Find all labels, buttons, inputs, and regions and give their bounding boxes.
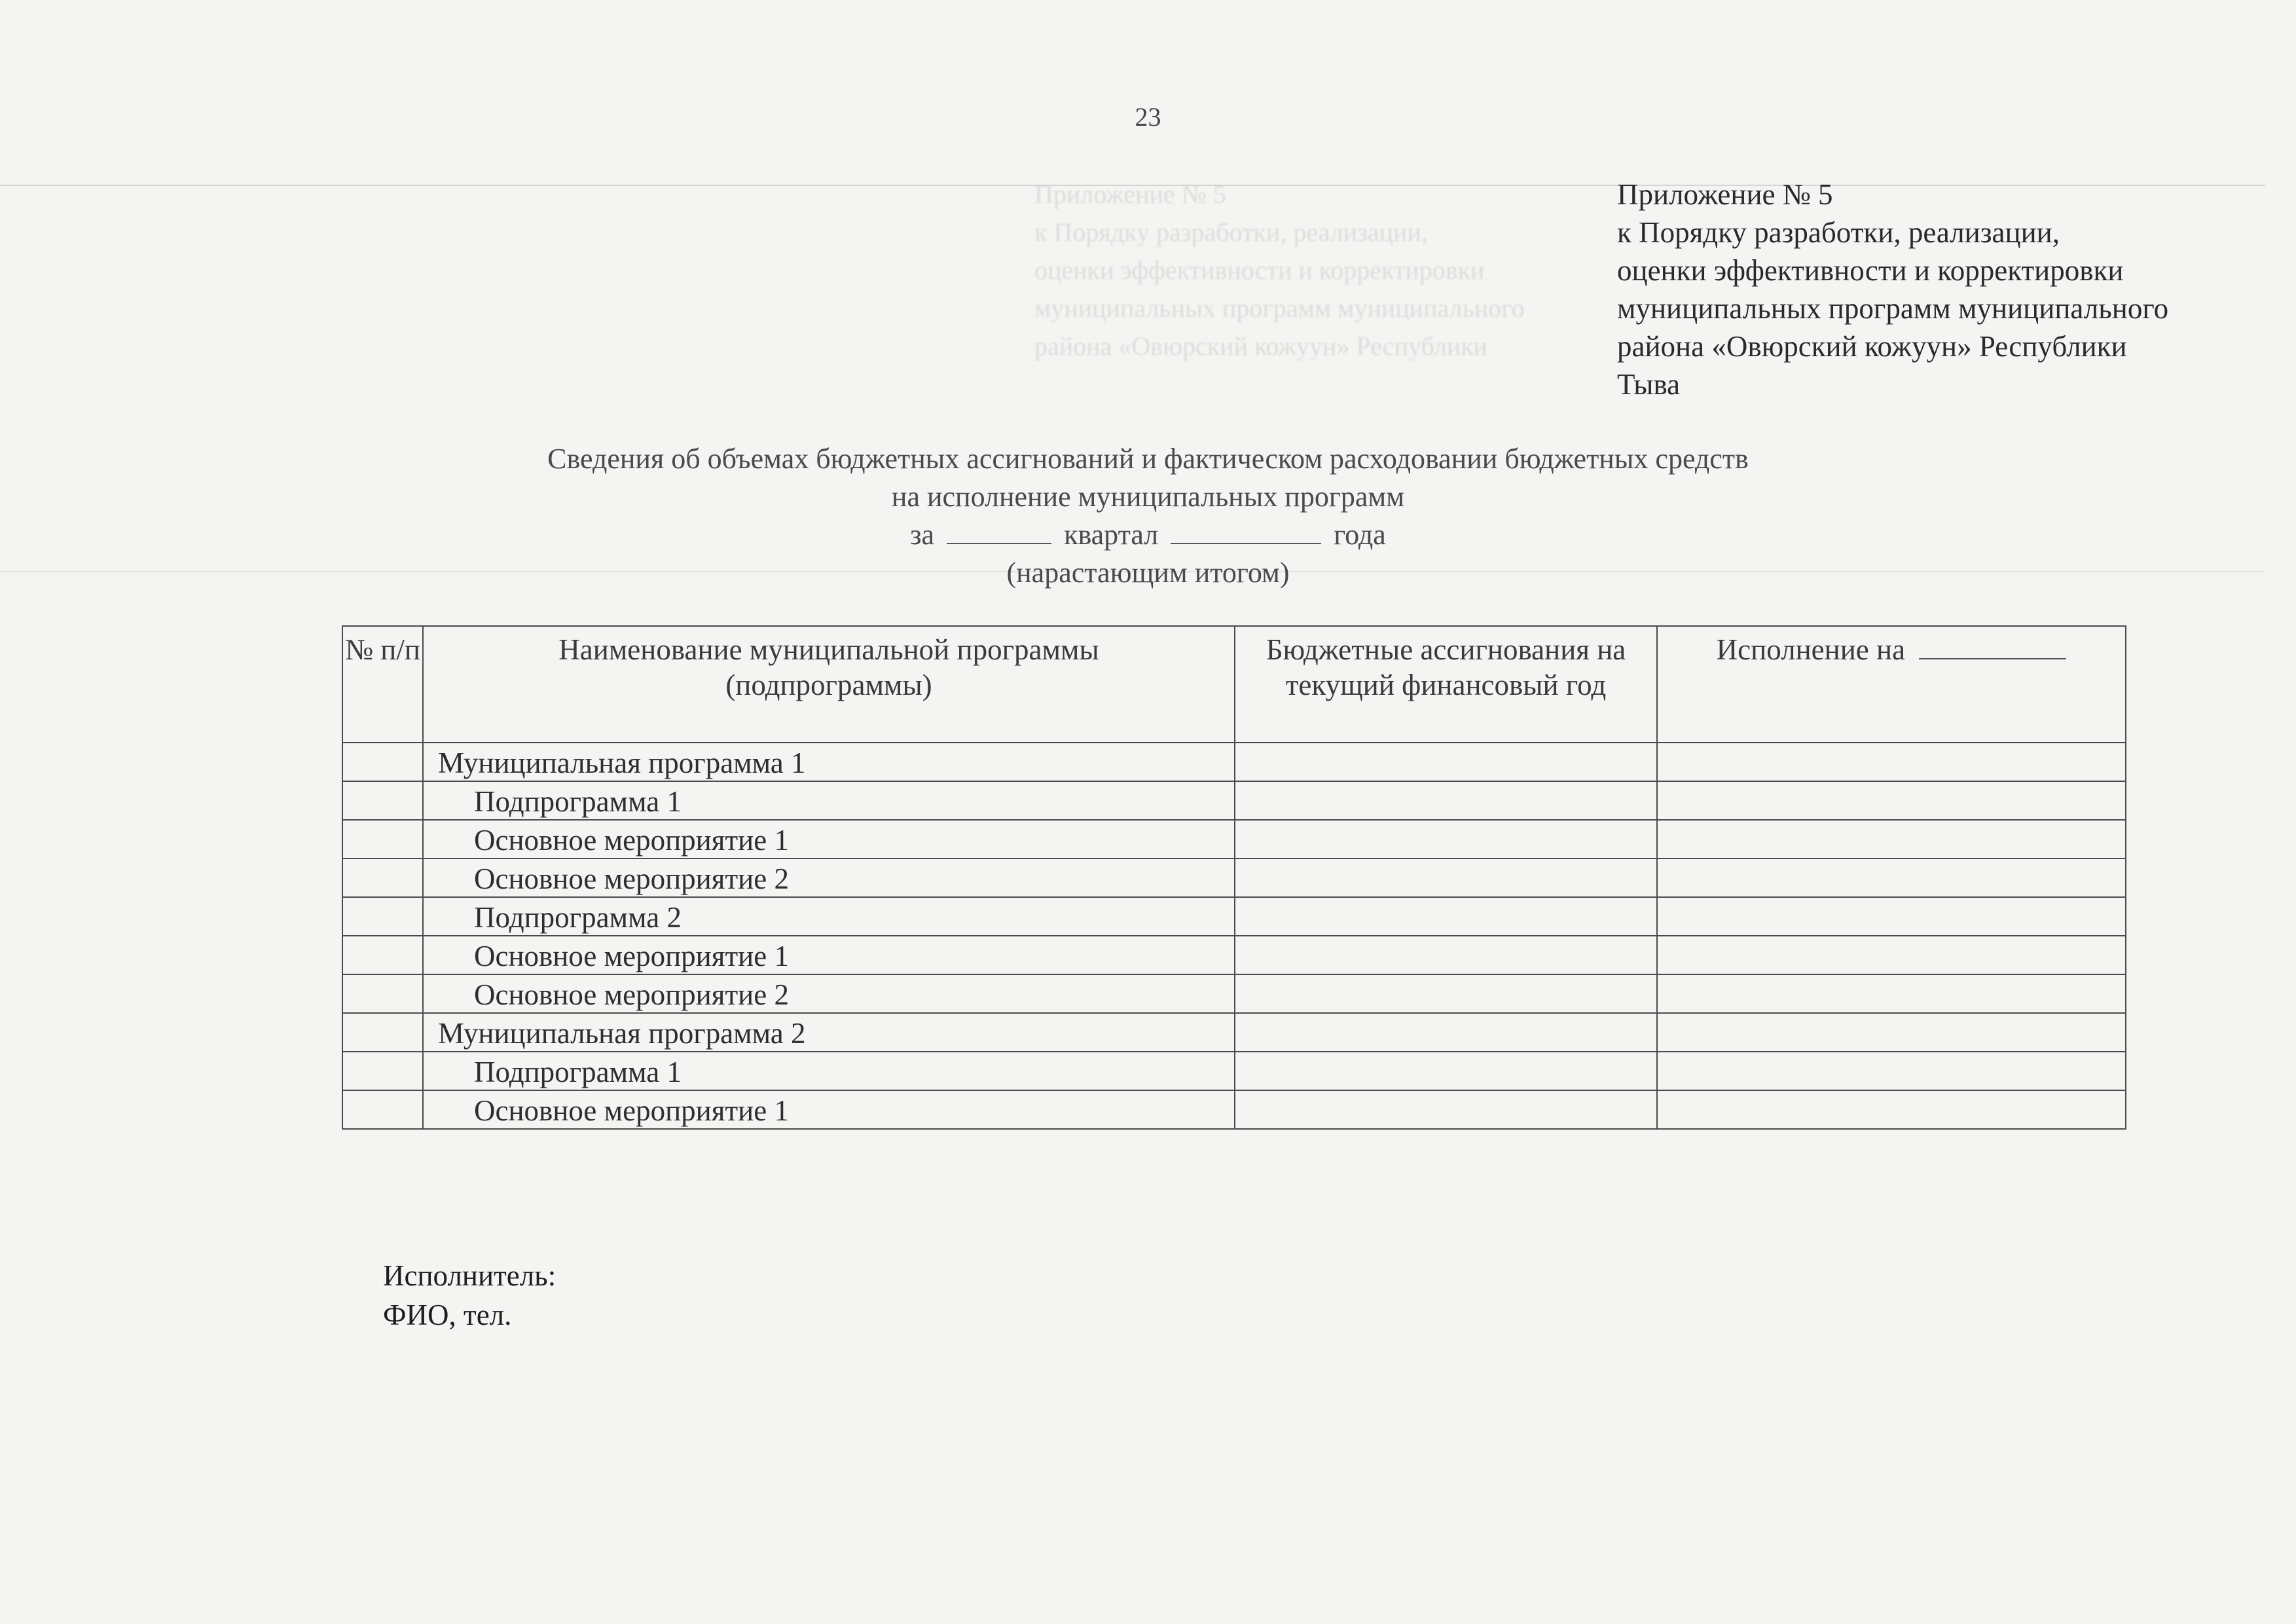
executor-block bbox=[383, 1256, 556, 1335]
cell-budget[interactable] bbox=[1235, 820, 1657, 858]
appendix-line: Приложение № 5 bbox=[1617, 178, 1833, 211]
bleed-through-line: оценки эффективности и корректировки bbox=[1034, 255, 1485, 285]
cell-name: Подпрограмма 1 bbox=[423, 1052, 1235, 1090]
header-budget: Бюджетные ассигнования на текущий финансовый год bbox=[1235, 626, 1657, 743]
cell-execution[interactable] bbox=[1657, 781, 2126, 820]
cell-execution[interactable] bbox=[1657, 820, 2126, 858]
table-row bbox=[342, 1090, 2126, 1129]
header-execution bbox=[1657, 626, 2126, 743]
cell-name: Подпрограмма 1 bbox=[423, 781, 1235, 820]
cell-num[interactable] bbox=[342, 820, 423, 858]
cell-budget[interactable] bbox=[1235, 1013, 1657, 1052]
bleed-through-text bbox=[1034, 175, 1604, 365]
cell-budget[interactable] bbox=[1235, 974, 1657, 1013]
cell-num[interactable] bbox=[342, 743, 423, 781]
cell-name: Муниципальная программа 1 bbox=[423, 743, 1235, 781]
appendix-line: оценки эффективности и корректировки bbox=[1617, 254, 2124, 287]
cell-name: Муниципальная программа 2 bbox=[423, 1013, 1235, 1052]
header-num: № п/п bbox=[342, 626, 423, 743]
appendix-line: к Порядку разработки, реализации, bbox=[1617, 216, 2060, 249]
bleed-through-line: муниципальных программ муниципального bbox=[1034, 293, 1525, 323]
table-row bbox=[342, 743, 2126, 781]
cell-budget[interactable] bbox=[1235, 936, 1657, 974]
appendix-line: муниципальных программ муниципального bbox=[1617, 292, 2169, 325]
table-row bbox=[342, 1052, 2126, 1090]
cell-execution[interactable] bbox=[1657, 1052, 2126, 1090]
cell-execution[interactable] bbox=[1657, 858, 2126, 897]
cell-name: Основное мероприятие 2 bbox=[423, 974, 1235, 1013]
page-number: 23 bbox=[1135, 102, 1161, 132]
table-row bbox=[342, 858, 2126, 897]
table-row bbox=[342, 1013, 2126, 1052]
cell-execution[interactable] bbox=[1657, 897, 2126, 936]
cell-num[interactable] bbox=[342, 936, 423, 974]
cell-num[interactable] bbox=[342, 1052, 423, 1090]
cell-budget[interactable] bbox=[1235, 858, 1657, 897]
cell-budget[interactable] bbox=[1235, 1090, 1657, 1129]
cell-name: Основное мероприятие 1 bbox=[423, 1090, 1235, 1129]
cell-budget[interactable] bbox=[1235, 781, 1657, 820]
table-row bbox=[342, 974, 2126, 1013]
quarter-blank-field[interactable] bbox=[947, 521, 1051, 544]
bleed-through-line: района «Овюрский кожуун» Республики bbox=[1034, 331, 1488, 361]
appendix-line: Тыва bbox=[1617, 368, 1681, 401]
cell-execution[interactable] bbox=[1657, 974, 2126, 1013]
table-row bbox=[342, 897, 2126, 936]
cell-name: Подпрограмма 2 bbox=[423, 897, 1235, 936]
cell-num[interactable] bbox=[342, 974, 423, 1013]
cell-name: Основное мероприятие 1 bbox=[423, 820, 1235, 858]
title-line-4: (нарастающим итогом) bbox=[1006, 557, 1290, 589]
cell-execution[interactable] bbox=[1657, 1013, 2126, 1052]
cell-num[interactable] bbox=[342, 781, 423, 820]
executor-contact: ФИО, тел. bbox=[383, 1299, 512, 1331]
cell-execution[interactable] bbox=[1657, 1090, 2126, 1129]
title-line-3 bbox=[0, 516, 2296, 554]
cell-num[interactable] bbox=[342, 1090, 423, 1129]
table-row bbox=[342, 781, 2126, 820]
cell-num[interactable] bbox=[342, 897, 423, 936]
cell-budget[interactable] bbox=[1235, 897, 1657, 936]
title-line-2: на исполнение муниципальных программ bbox=[891, 481, 1405, 513]
executor-label: Исполнитель: bbox=[383, 1259, 556, 1292]
table-row bbox=[342, 820, 2126, 858]
appendix-note bbox=[1617, 175, 2246, 403]
execution-date-blank-field[interactable] bbox=[1919, 638, 2066, 659]
title-period-suffix: года bbox=[1334, 519, 1386, 551]
cell-name: Основное мероприятие 2 bbox=[423, 858, 1235, 897]
bleed-through-line: к Порядку разработки, реализации, bbox=[1034, 217, 1428, 247]
bleed-through-line: Приложение № 5 bbox=[1034, 179, 1226, 209]
title-period-quarter: квартал bbox=[1064, 519, 1159, 551]
cell-name: Основное мероприятие 1 bbox=[423, 936, 1235, 974]
title-line-1: Сведения об объемах бюджетных ассигнований и фактическом расходовании бюджетных средств bbox=[547, 443, 1749, 475]
cell-budget[interactable] bbox=[1235, 743, 1657, 781]
table-row bbox=[342, 936, 2126, 974]
header-name: Наименование муниципальной программы (подпрограммы) bbox=[423, 626, 1235, 743]
document-title bbox=[0, 440, 2296, 592]
cell-budget[interactable] bbox=[1235, 1052, 1657, 1090]
year-blank-field[interactable] bbox=[1171, 521, 1321, 544]
cell-execution[interactable] bbox=[1657, 936, 2126, 974]
title-period-prefix: за bbox=[910, 519, 935, 551]
cell-num[interactable] bbox=[342, 1013, 423, 1052]
cell-execution[interactable] bbox=[1657, 743, 2126, 781]
header-execution-label: Исполнение на bbox=[1716, 633, 1906, 666]
cell-num[interactable] bbox=[342, 858, 423, 897]
appendix-line: района «Овюрский кожуун» Республики bbox=[1617, 330, 2127, 363]
budget-report-table bbox=[342, 625, 2126, 1130]
table-header-row bbox=[342, 626, 2126, 743]
